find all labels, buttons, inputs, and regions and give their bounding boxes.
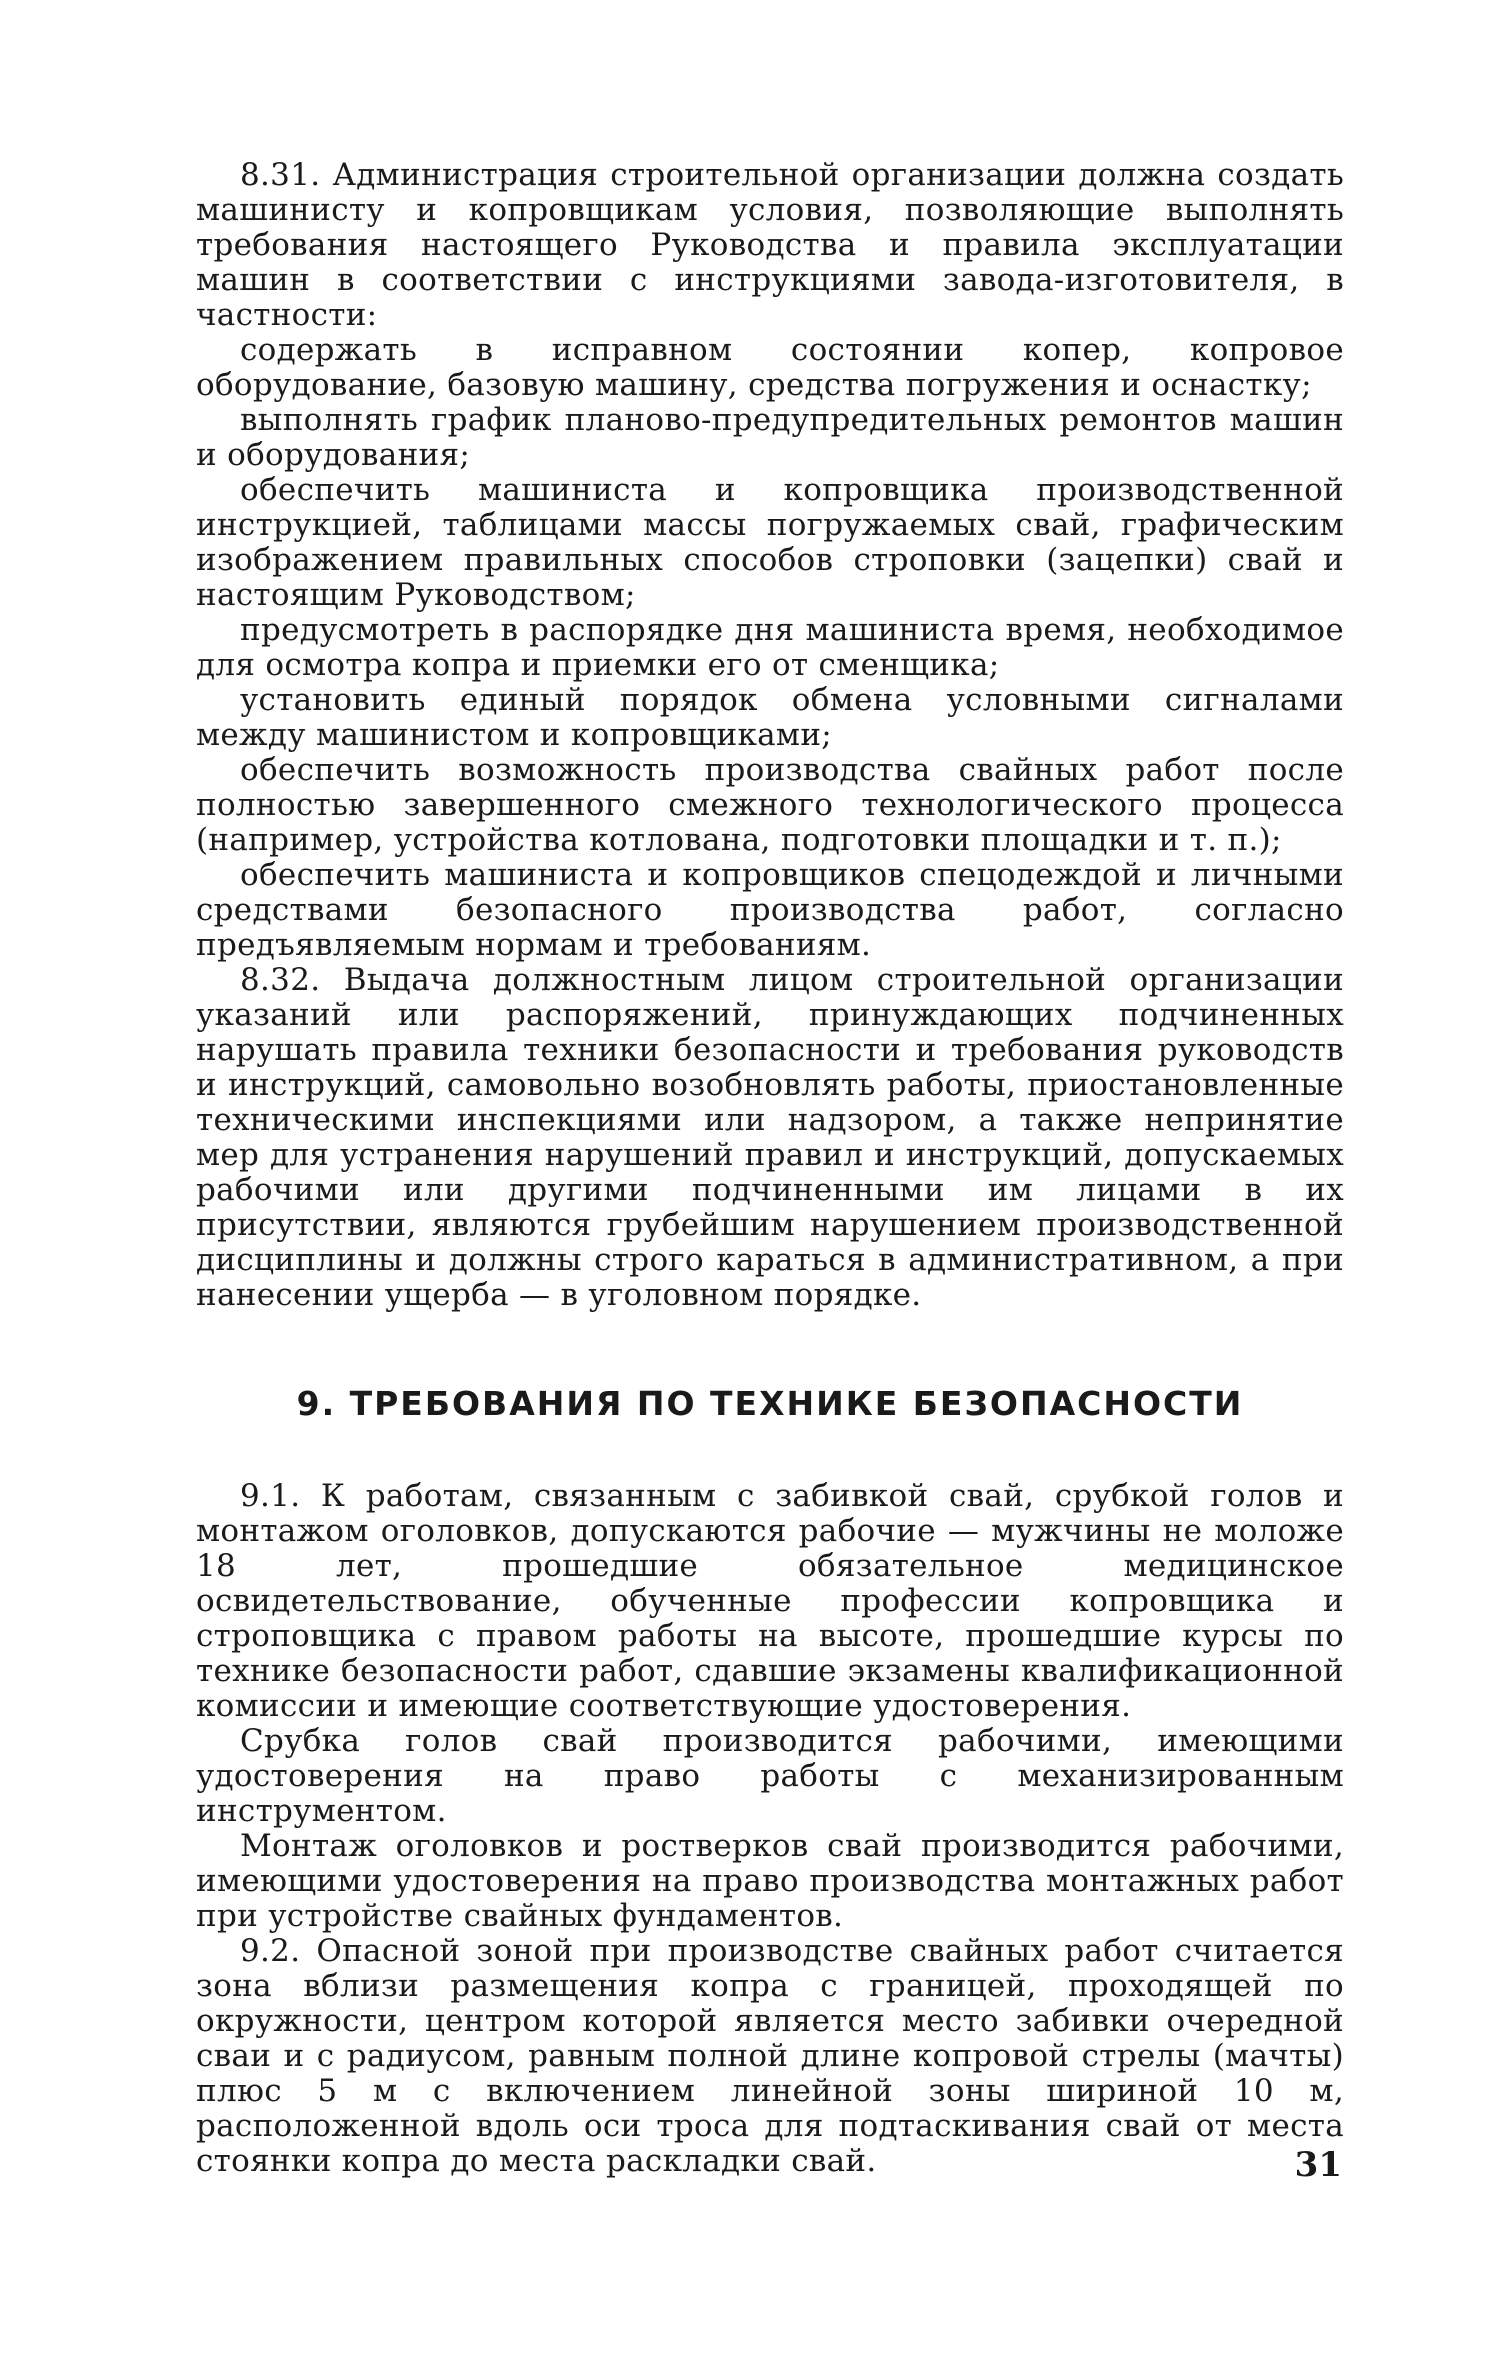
- paragraph-pile-head-cutting: Срубка голов свай производится рабочими, имеющими удостоверения на право работы с механизированным инструментом.: [196, 1723, 1344, 1829]
- list-item-maintain-equipment: содержать в исправном состоянии копер, копровое оборудование, базовую машину, средства погружения и оснастку;: [196, 332, 1344, 403]
- paragraph-9-2: 9.2. Опасной зоной при производстве свайных работ считается зона вблизи размещения копра с границей, проходящей по окружности, центром которой является место забивки очередной сваи и с радиусом, равным полной длине копровой стрелы (мачты) плюс 5 м с включением линейной зоны шириной 10 м, расположенной вдоль оси троса для подтаскивания свай от места стоянки копра до места раскладки свай.: [196, 1933, 1344, 2179]
- section-heading: 9. ТРЕБОВАНИЯ ПО ТЕХНИКЕ БЕЗОПАСНОСТИ: [296, 1384, 1244, 1423]
- paragraph-8-31: 8.31. Администрация строительной организации должна создать машинисту и копровщикам условия, позволяющие выполнять требования настоящего Руководства и правила эксплуатации машин в соответствии с инструкциями завода-изготовителя, в частности:: [196, 157, 1344, 333]
- paragraph-8-32: 8.32. Выдача должностным лицом строительной организации указаний или распоряжений, принуждающих подчиненных нарушать правила техники безопасности и требования руководств и инструкций, самовольно возобновлять работы, приостановленные техническими инспекциями или надзором, а также непринятие мер для устранения нарушений правил и инструкций, допускаемых рабочими или другими подчиненными им лицами в их присутствии, являются грубейшим нарушением производственной дисциплины и должны строго караться в административном, а при нанесении ущерба — в уголовном порядке.: [196, 962, 1344, 1313]
- list-item-provide-instructions: обеспечить машиниста и копровщика производственной инструкцией, таблицами массы погружаемых свай, графическим изображением правильных способов строповки (зацепки) свай и настоящим Руководством;: [196, 472, 1344, 613]
- list-item-work-possibility: обеспечить возможность производства свайных работ после полностью завершенного смежного технологического процесса (например, устройства котлована, подготовки площадки и т. п.);: [196, 752, 1344, 858]
- paragraph-cap-mounting: Монтаж оголовков и ростверков свай производится рабочими, имеющими удостоверения на право производства монтажных работ при устройстве свайных фундаментов.: [196, 1828, 1344, 1934]
- paragraph-9-1: 9.1. К работам, связанным с забивкой свай, срубкой голов и монтажом оголовков, допускаются рабочие — мужчины не моложе 18 лет, прошедшие обязательное медицинское освидетельствование, обученные профессии копровщика и строповщика с правом работы на высоте, прошедшие курсы по технике безопасности работ, сдавшие экзамены квалификационной комиссии и имеющие соответствующие удостоверения.: [196, 1478, 1344, 1724]
- list-item-signals: установить единый порядок обмена условными сигналами между машинистом и копровщиками;: [196, 682, 1344, 753]
- page-body: [196, 158, 1344, 2179]
- list-item-repair-schedule: выполнять график планово-предупредительных ремонтов машин и оборудования;: [196, 402, 1344, 473]
- list-item-protective-equipment: обеспечить машиниста и копровщиков спецодеждой и личными средствами безопасного производства работ, согласно предъявляемым нормам и требованиям.: [196, 857, 1344, 963]
- page-number: 31: [1294, 2145, 1342, 2185]
- list-item-inspection-time: предусмотреть в распорядке дня машиниста время, необходимое для осмотра копра и приемки его от сменщика;: [196, 612, 1344, 683]
